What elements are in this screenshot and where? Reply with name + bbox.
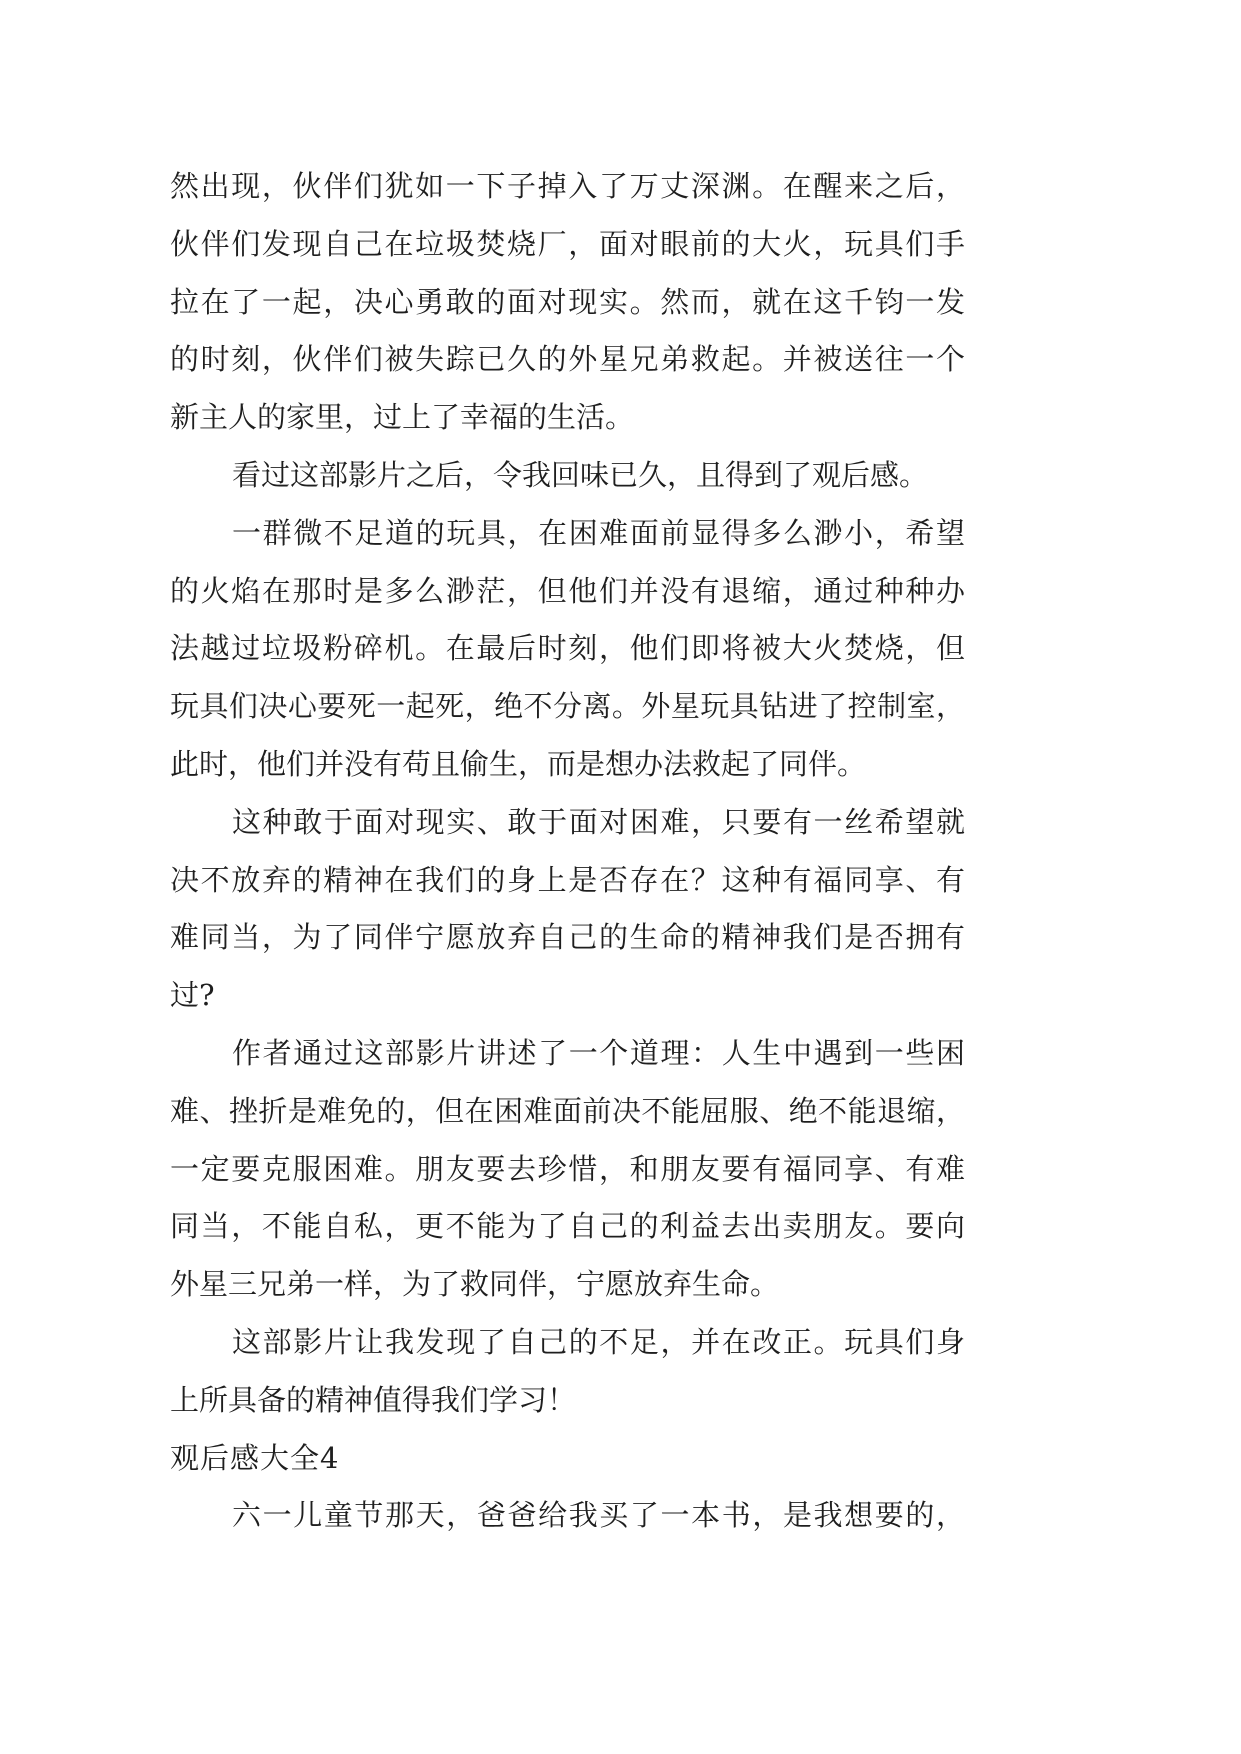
- paragraph: [170, 794, 965, 1025]
- text-line: 玩具们决心要死一起死，绝不分离。外星玩具钻进了控制室，: [170, 689, 965, 724]
- text-line: 看过这部影片之后，令我回味已久，且得到了观后感。: [232, 457, 929, 492]
- paragraph: [170, 1314, 965, 1430]
- paragraph: [170, 505, 965, 794]
- paragraph: [170, 1025, 965, 1314]
- text-line: 同当，不能自私，更不能为了自己的利益去出卖朋友。要向: [170, 1209, 965, 1244]
- text-line: 决不放弃的精神在我们的身上是否存在？这种有福同享、有: [170, 862, 965, 897]
- paragraph: [170, 1487, 965, 1545]
- text-line: 新主人的家里，过上了幸福的生活。: [170, 400, 635, 435]
- text-line: 外星三兄弟一样，为了救同伴，宁愿放弃生命。: [170, 1267, 780, 1302]
- text-line: 拉在了一起，决心勇敢的面对现实。然而，就在这千钧一发: [170, 284, 965, 319]
- text-line: 过?: [170, 978, 215, 1013]
- text-line: 此时，他们并没有苟且偷生，而是想办法救起了同伴。: [170, 746, 867, 781]
- text-line: 作者通过这部影片讲述了一个道理：人生中遇到一些困: [232, 1035, 965, 1070]
- text-line: 难、挫折是难免的，但在困难面前决不能屈服、绝不能退缩，: [170, 1093, 965, 1128]
- text-line: 难同当，为了同伴宁愿放弃自己的生命的精神我们是否拥有: [170, 920, 965, 955]
- text-line: 上所具备的精神值得我们学习！: [170, 1382, 577, 1417]
- text-line: 的火焰在那时是多么渺茫，但他们并没有退缩，通过种种办: [170, 573, 965, 608]
- paragraph: [170, 158, 965, 447]
- text-line: 这种敢于面对现实、敢于面对困难，只要有一丝希望就: [232, 804, 965, 839]
- document-body: [170, 158, 965, 1545]
- text-line: 六一儿童节那天，爸爸给我买了一本书，是我想要的，: [232, 1498, 965, 1533]
- text-line: 的时刻，伙伴们被失踪已久的外星兄弟救起。并被送往一个: [170, 342, 965, 377]
- text-line: 这部影片让我发现了自己的不足，并在改正。玩具们身: [232, 1324, 965, 1359]
- section-heading: 观后感大全4: [170, 1440, 340, 1475]
- text-line: 法越过垃圾粉碎机。在最后时刻，他们即将被大火焚烧，但: [170, 631, 965, 666]
- text-line: 一定要克服困难。朋友要去珍惜，和朋友要有福同享、有难: [170, 1151, 965, 1186]
- text-line: 一群微不足道的玩具，在困难面前显得多么渺小，希望: [232, 515, 965, 550]
- paragraph: [170, 447, 965, 505]
- text-line: 伙伴们发现自己在垃圾焚烧厂，面对眼前的大火，玩具们手: [170, 226, 965, 261]
- text-line: 然出现，伙伴们犹如一下子掉入了万丈深渊。在醒来之后，: [170, 169, 965, 203]
